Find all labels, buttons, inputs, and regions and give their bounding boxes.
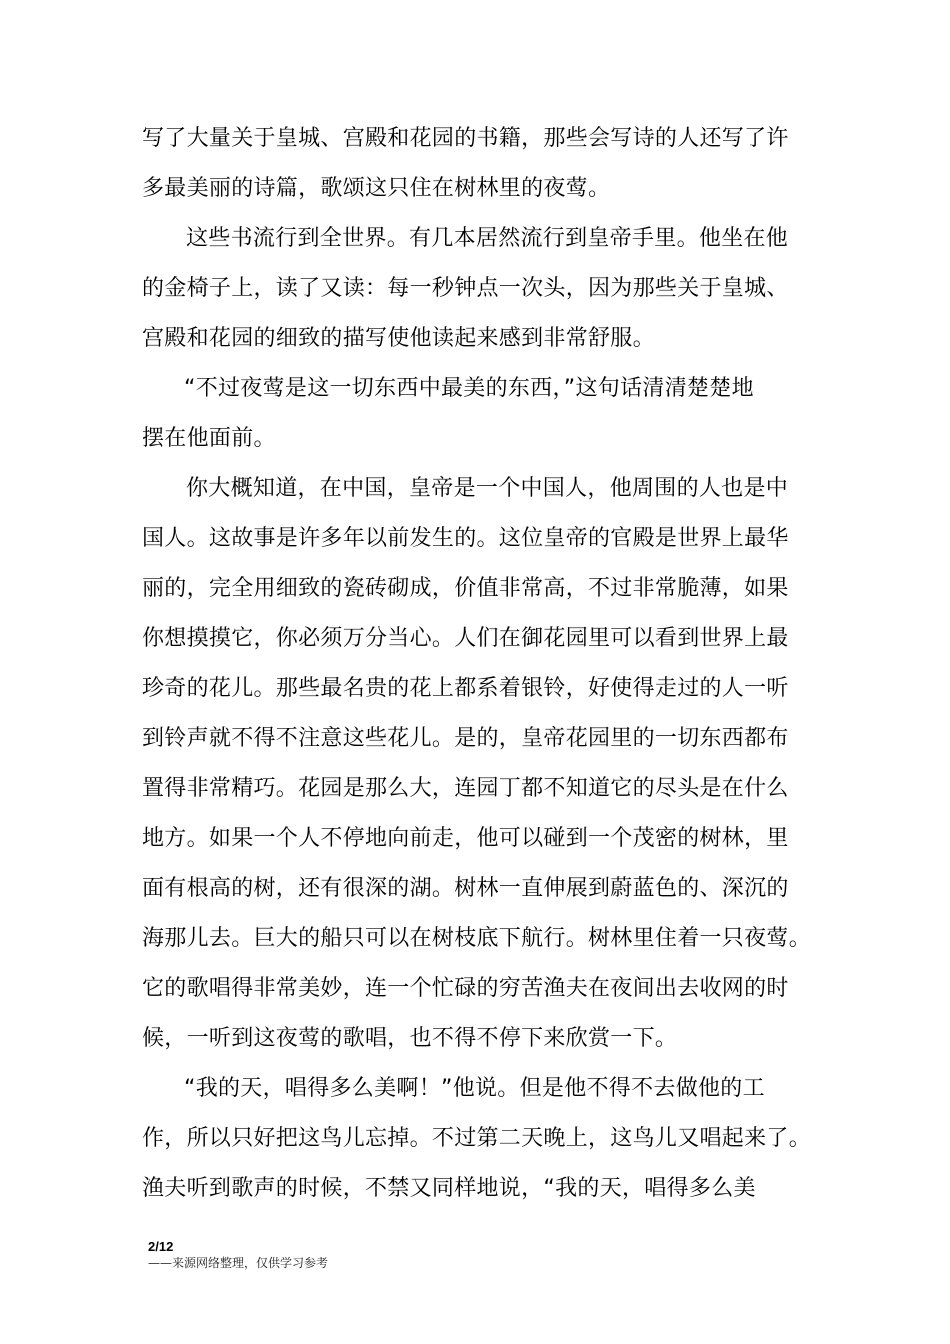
- text-line: 宫殿和花园的细致的描写使他读起来感到非常舒服。: [142, 326, 655, 351]
- text-line: 珍奇的花儿。那些最名贵的花上都系着银铃，好使得走过的人一听: [142, 676, 789, 701]
- text-line: 候，一听到这夜莺的歌唱，也不得不停下来欣赏一下。: [142, 1026, 678, 1051]
- text-line: 作，所以只好把这鸟儿忘掉。不过第二天晚上，这鸟儿又唱起来了。: [142, 1126, 812, 1151]
- text-line: 到铃声就不得不注意这些花儿。是的，皇帝花园里的一切东西都布: [142, 726, 789, 751]
- text-line: 海那儿去。巨大的船只可以在树枝底下航行。树林里住着一只夜莺。: [142, 926, 812, 951]
- text-line: 的金椅子上，读了又读：每一秒钟点一次头，因为那些关于皇城、: [142, 276, 789, 301]
- text-line: 置得非常精巧。花园是那么大，连园丁都不知道它的尽头是在什么: [142, 776, 789, 801]
- paragraph-start-line: “我的天，唱得多么美啊！”他说。但是他不得不去做他的工: [184, 1076, 765, 1101]
- text-line: 写了大量关于皇城、宫殿和花园的书籍，那些会写诗的人还写了许: [142, 126, 789, 151]
- source-note: ——来源网络整理，仅供学习参考: [148, 1256, 329, 1270]
- text-line: 国人。这故事是许多年以前发生的。这位皇帝的官殿是世界上最华: [142, 526, 789, 551]
- page-number: 2/12: [148, 1239, 174, 1254]
- text-line: 摆在他面前。: [142, 426, 276, 451]
- text-line: 面有根高的树，还有很深的湖。树林一直伸展到蔚蓝色的、深沉的: [142, 876, 789, 901]
- text-line: 地方。如果一个人不停地向前走，他可以碰到一个茂密的树林，里: [142, 826, 789, 851]
- text-line: 多最美丽的诗篇，歌颂这只住在树林里的夜莺。: [142, 176, 611, 201]
- text-line: 渔夫听到歌声的时候，不禁又同样地说，“我的天，唱得多么美: [142, 1176, 756, 1201]
- paragraph-start-line: 你大概知道，在中国，皇帝是一个中国人，他周围的人也是中: [186, 476, 789, 501]
- paragraph-start-line: 这些书流行到全世界。有几本居然流行到皇帝手里。他坐在他: [186, 226, 789, 251]
- text-line: 它的歌唱得非常美妙，连一个忙碌的穷苦渔夫在夜间出去收网的时: [142, 976, 789, 1001]
- paragraph-start-line: “不过夜莺是这一切东西中最美的东西，”这句话清清楚楚地: [184, 376, 754, 401]
- text-line: 你想摸摸它，你必须万分当心。人们在御花园里可以看到世界上最: [142, 626, 789, 651]
- text-line: 丽的，完全用细致的瓷砖砌成，价值非常高，不过非常脆薄，如果: [142, 576, 789, 601]
